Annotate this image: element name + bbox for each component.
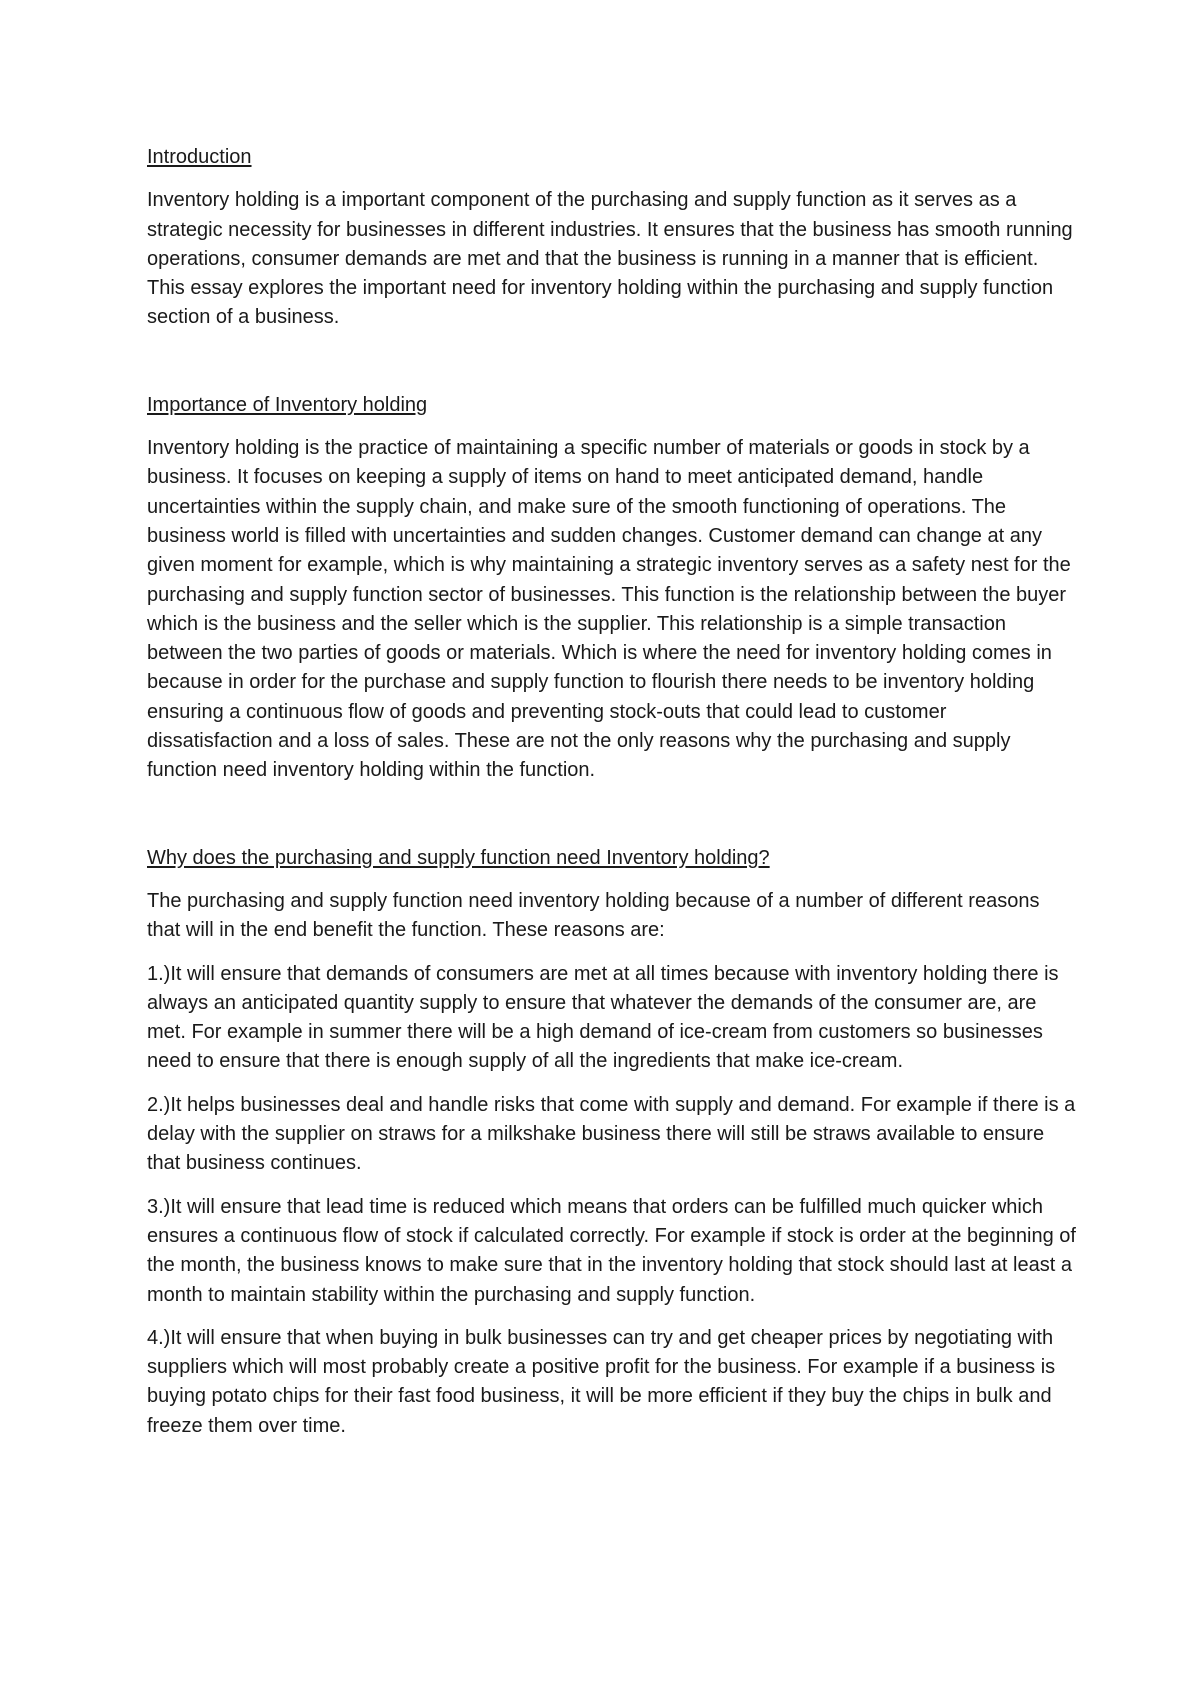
importance-paragraph: Inventory holding is the practice of maintaining a specific number of materials or goods in stock by a business. It focuses on keeping a supply of items on hand to meet anticipated demand, handle uncertainties within the supply chain, and make sure of the smooth functioning of operations. The business world is filled with uncertainties and sudden changes. Customer demand can change at any given moment for example, which is why maintaining a strategic inventory serves as a safety nest for the purchasing and supply function sector of businesses. This function is the relationship between the buyer which is the business and the seller which is the supplier. This relationship is a simple transaction between the two parties of goods or materials. Which is where the need for inventory holding comes in because in order for the purchase and supply function to flourish there needs to be inventory holding ensuring a continuous flow of goods and preventing stock-outs that could lead to customer dissatisfaction and a loss of sales. These are not the only reasons why the purchasing and supply function need inventory holding within the function. <box>147 437 1071 782</box>
section-spacer <box>147 800 1077 844</box>
section-heading-introduction: Introduction <box>147 146 252 168</box>
reason-3-paragraph: 3.)It will ensure that lead time is reduced which means that orders can be fulfilled much quicker which ensures a continuous flow of stock if calculated correctly. For example if stock is order at the beginning of the month, the business knows to make sure that in the inventory holding that stock should last at least a month to maintain stability within the purchasing and supply function. <box>147 1195 1076 1306</box>
document-body <box>147 143 1077 1455</box>
section-heading-why: Why does the purchasing and supply function need Inventory holding? <box>147 846 770 869</box>
section-spacer <box>147 347 1077 391</box>
reason-1-paragraph: 1.)It will ensure that demands of consumers are met at all times because with inventory holding there is always an anticipated quantity supply to ensure that whatever the demands of the consumer are, are met. For example in summer there will be a high demand of ice-cream from customers so businesses need to ensure that there is enough supply of all the ingredients that make ice-cream. <box>147 962 1059 1073</box>
reason-2-paragraph: 2.)It helps businesses deal and handle risks that come with supply and demand. For example if there is a delay with the supplier on straws for a milkshake business there will still be straws available to ensure that business continues. <box>147 1093 1076 1175</box>
section-heading-importance: Importance of Inventory holding <box>147 393 428 416</box>
reason-4-paragraph: 4.)It will ensure that when buying in bulk businesses can try and get cheaper prices by negotiating with suppliers which will most probably create a positive profit for the business. For example if a business is buying potato chips for their fast food business, it will be more efficient if they buy the chips in bulk and freeze them over time. <box>147 1326 1056 1437</box>
why-intro-paragraph: The purchasing and supply function need inventory holding because of a number of different reasons that will in the end benefit the function. These reasons are: <box>147 889 1040 942</box>
introduction-paragraph: Inventory holding is a important component of the purchasing and supply function as it serves as a strategic necessity for businesses in different industries. It ensures that the business has smooth running operations, consumer demands are met and that the business is running in a manner that is efficient. This essay explores the important need for inventory holding within the purchasing and supply function section of a business. <box>147 189 1073 329</box>
